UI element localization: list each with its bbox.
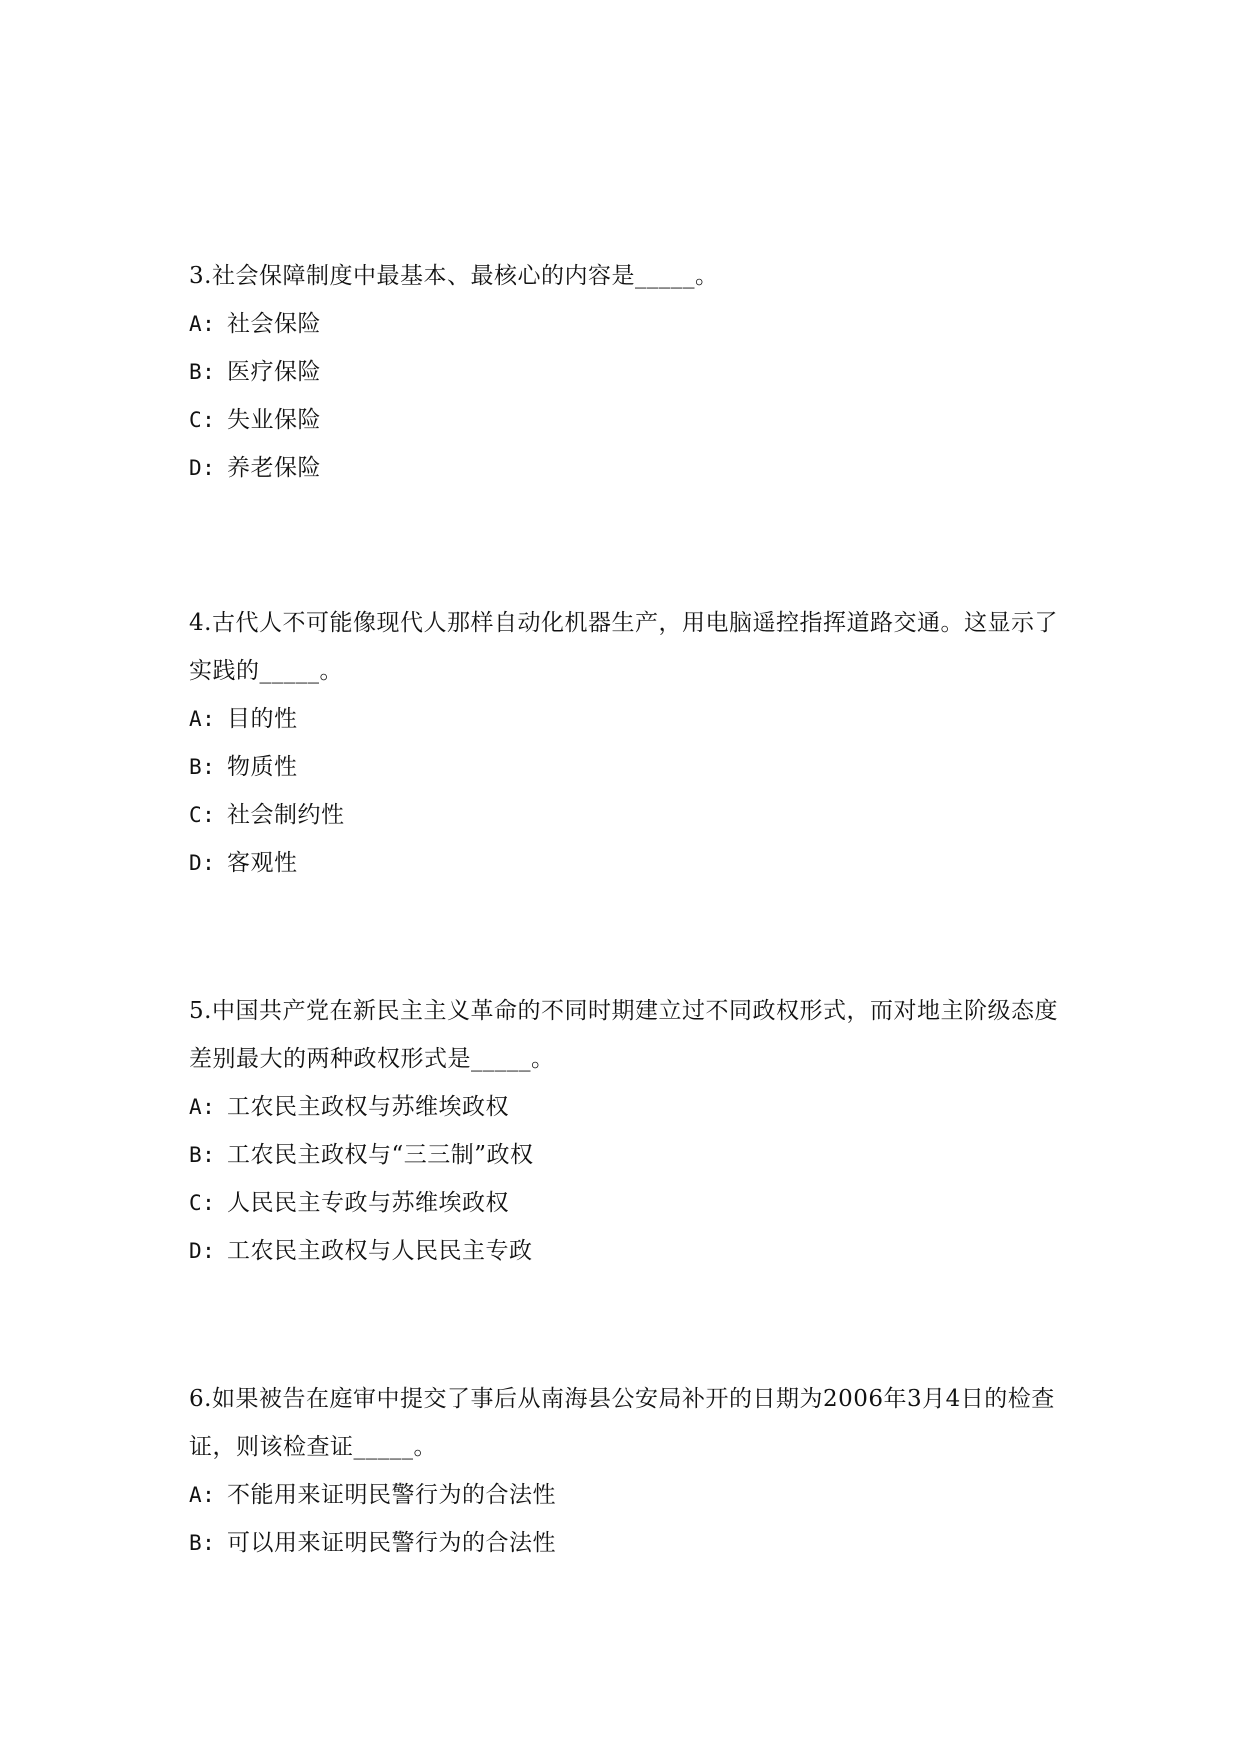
question-stem: 4.古代人不可能像现代人那样自动化机器生产，用电脑遥控指挥道路交通。这显示了实践的_____。	[189, 610, 1058, 684]
option-text: 养老保险	[227, 455, 321, 481]
question-3	[189, 252, 1059, 492]
option-text: 物质性	[227, 754, 298, 780]
option-letter: C:	[189, 1191, 216, 1215]
option-letter: D:	[189, 1239, 216, 1263]
option-text: 工农民主政权与人民民主专政	[227, 1238, 533, 1264]
option-letter: B:	[189, 360, 216, 384]
option-text: 可以用来证明民警行为的合法性	[227, 1530, 556, 1556]
option-letter: D:	[189, 456, 216, 480]
option-letter: C:	[189, 803, 216, 827]
option-d	[189, 839, 1059, 887]
option-letter: A:	[189, 312, 216, 336]
option-letter: B:	[189, 1531, 216, 1555]
option-text: 不能用来证明民警行为的合法性	[227, 1482, 556, 1508]
question-6	[189, 1375, 1059, 1567]
option-d	[189, 444, 1059, 492]
option-d	[189, 1227, 1059, 1275]
option-text: 人民民主专政与苏维埃政权	[227, 1190, 509, 1216]
option-letter: A:	[189, 707, 216, 731]
question-stem: 6.如果被告在庭审中提交了事后从南海县公安局补开的日期为2006年3月4日的检查证，则该检查证_____。	[189, 1386, 1055, 1460]
option-text: 工农民主政权与“三三制”政权	[227, 1142, 534, 1168]
question-5	[189, 987, 1059, 1275]
option-text: 医疗保险	[227, 359, 321, 385]
option-b	[189, 1131, 1059, 1179]
option-text: 社会保险	[227, 311, 321, 337]
option-letter: A:	[189, 1095, 216, 1119]
question-stem: 3.社会保障制度中最基本、最核心的内容是_____。	[189, 263, 719, 289]
option-a	[189, 1471, 1059, 1519]
option-text: 工农民主政权与苏维埃政权	[227, 1094, 509, 1120]
option-c	[189, 1179, 1059, 1227]
option-text: 失业保险	[227, 407, 321, 433]
question-stem: 5.中国共产党在新民主主义革命的不同时期建立过不同政权形式，而对地主阶级态度差别最大的两种政权形式是_____。	[189, 998, 1058, 1072]
option-a	[189, 1083, 1059, 1131]
option-text: 客观性	[227, 850, 298, 876]
option-a	[189, 695, 1059, 743]
option-letter: A:	[189, 1483, 216, 1507]
option-text: 目的性	[227, 706, 298, 732]
option-letter: B:	[189, 755, 216, 779]
option-b	[189, 743, 1059, 791]
option-b	[189, 348, 1059, 396]
option-letter: B:	[189, 1143, 216, 1167]
question-4	[189, 599, 1059, 887]
option-text: 社会制约性	[227, 802, 345, 828]
option-c	[189, 396, 1059, 444]
option-letter: D:	[189, 851, 216, 875]
option-a	[189, 300, 1059, 348]
option-b	[189, 1519, 1059, 1567]
option-letter: C:	[189, 408, 216, 432]
option-c	[189, 791, 1059, 839]
